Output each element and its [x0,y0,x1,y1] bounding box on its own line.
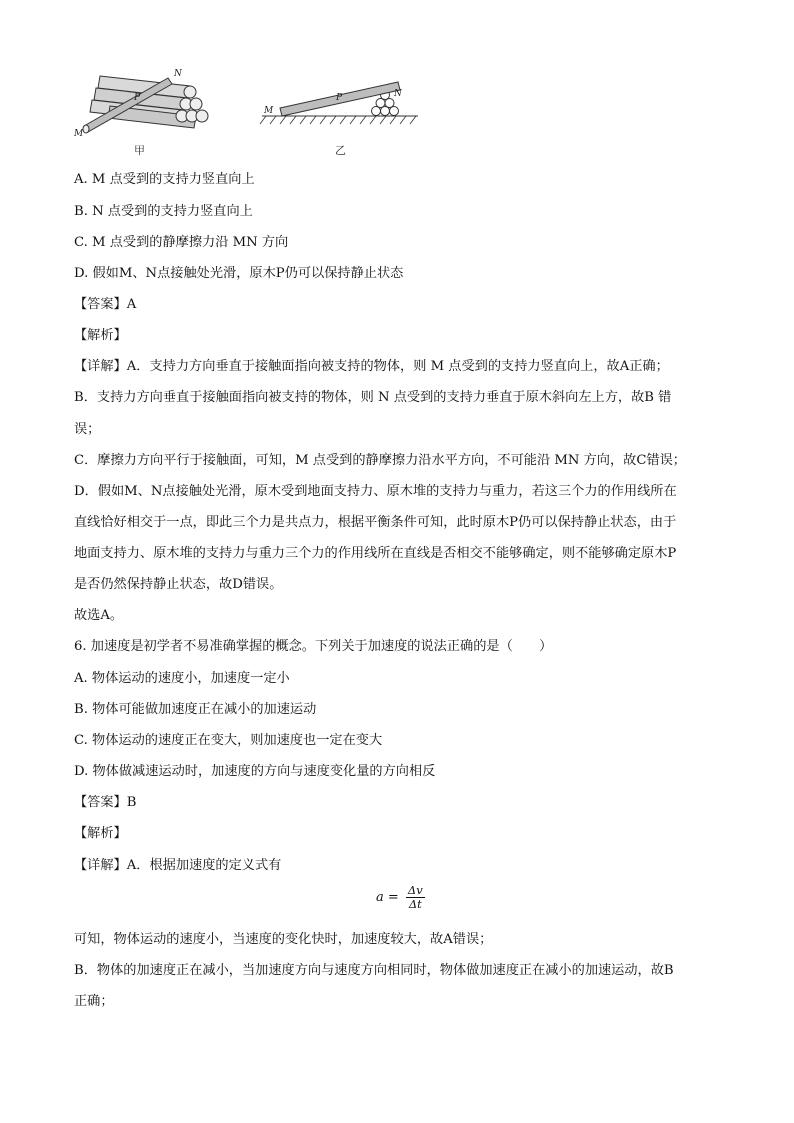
acceleration-formula [376,884,425,911]
q5-option-a: A. M 点受到的支持力竖直向上 [74,172,255,187]
q5-option-d: D. 假如M、N点接触处光滑，原木P仍可以保持静止状态 [74,266,404,281]
physics-figure [70,62,430,162]
q6-option-b: B. 物体可能做加速度正在减小的加速运动 [74,702,317,717]
q6-stem: 6. 加速度是初学者不易准确掌握的概念。下列关于加速度的说法正确的是（ ） [74,639,553,654]
q6-detail-a: 【详解】A．根据加速度的定义式有 [74,858,282,873]
label-m-left: M [74,129,84,139]
formula-denominator: Δt [408,897,422,911]
q6-detail-b1: B．物体的加速度正在减小，当加速度方向与速度方向相同时，物体做加速度正在减小的加速运动，故B [74,963,674,978]
q5-detail-a: 【详解】A．支持力方向垂直于接触面指向被支持的物体，则 M 点受到的支持力竖直向上，故A正确； [74,359,669,374]
q6-option-c: C. 物体运动的速度正在变大，则加速度也一定在变大 [74,733,383,748]
q6-analysis-heading: 【解析】 [74,826,127,841]
q6-answer: 【答案】B [74,795,137,810]
formula-fraction [406,884,425,911]
label-p-right: P [336,93,343,103]
caption-jia: 甲 [134,144,145,157]
q6-detail-a2: 可知，物体运动的速度小，当速度的变化快时，加速度较大，故A错误； [74,932,493,947]
q5-option-b: B. N 点受到的支持力竖直向上 [74,204,253,219]
q5-detail-d3: 地面支持力、原木堆的支持力与重力三个力的作用线所在直线是否相交不能够确定，则不能够确定原木P [74,546,677,561]
q6-detail-b2: 正确； [74,994,114,1009]
caption-yi: 乙 [335,144,346,157]
label-n-right: N [394,89,402,99]
log-pile-diagram [70,62,430,162]
q5-detail-d1: D．假如M、N点接触处光滑，原木受到地面支持力、原木堆的支持力与重力，若这三个力的作用线所在 [74,484,677,499]
label-p-left: P [134,93,141,103]
label-m-right: M [264,106,274,116]
formula-lhs: a = [376,890,399,905]
q5-detail-d4: 是否仍然保持静止状态，故D错误。 [74,577,283,592]
formula-numerator: Δv [407,883,423,897]
q6-option-a: A. 物体运动的速度小，加速度一定小 [74,671,290,686]
q5-detail-b1: B．支持力方向垂直于接触面指向被支持的物体，则 N 点受到的支持力垂直于原木斜向左上方，故B 错 [74,390,672,405]
q5-option-c: C. M 点受到的静摩擦力沿 MN 方向 [74,235,289,250]
q5-detail-d2: 直线恰好相交于一点，即此三个力是共点力，根据平衡条件可知，此时原木P仍可以保持静止状态，由于 [74,515,677,530]
figure-jia [83,76,208,133]
q5-detail-c: C．摩擦力方向平行于接触面，可知，M 点受到的静摩擦力沿水平方向，不可能沿 MN 方向，故C错误； [74,453,686,468]
q5-analysis-heading: 【解析】 [74,328,127,343]
label-n-left: N [174,69,182,79]
q5-detail-b2: 误； [74,422,101,437]
q5-answer: 【答案】A [74,297,137,312]
q6-option-d: D. 物体做减速运动时，加速度的方向与速度变化量的方向相反 [74,764,436,779]
q5-conclusion: 故选A。 [74,608,124,623]
